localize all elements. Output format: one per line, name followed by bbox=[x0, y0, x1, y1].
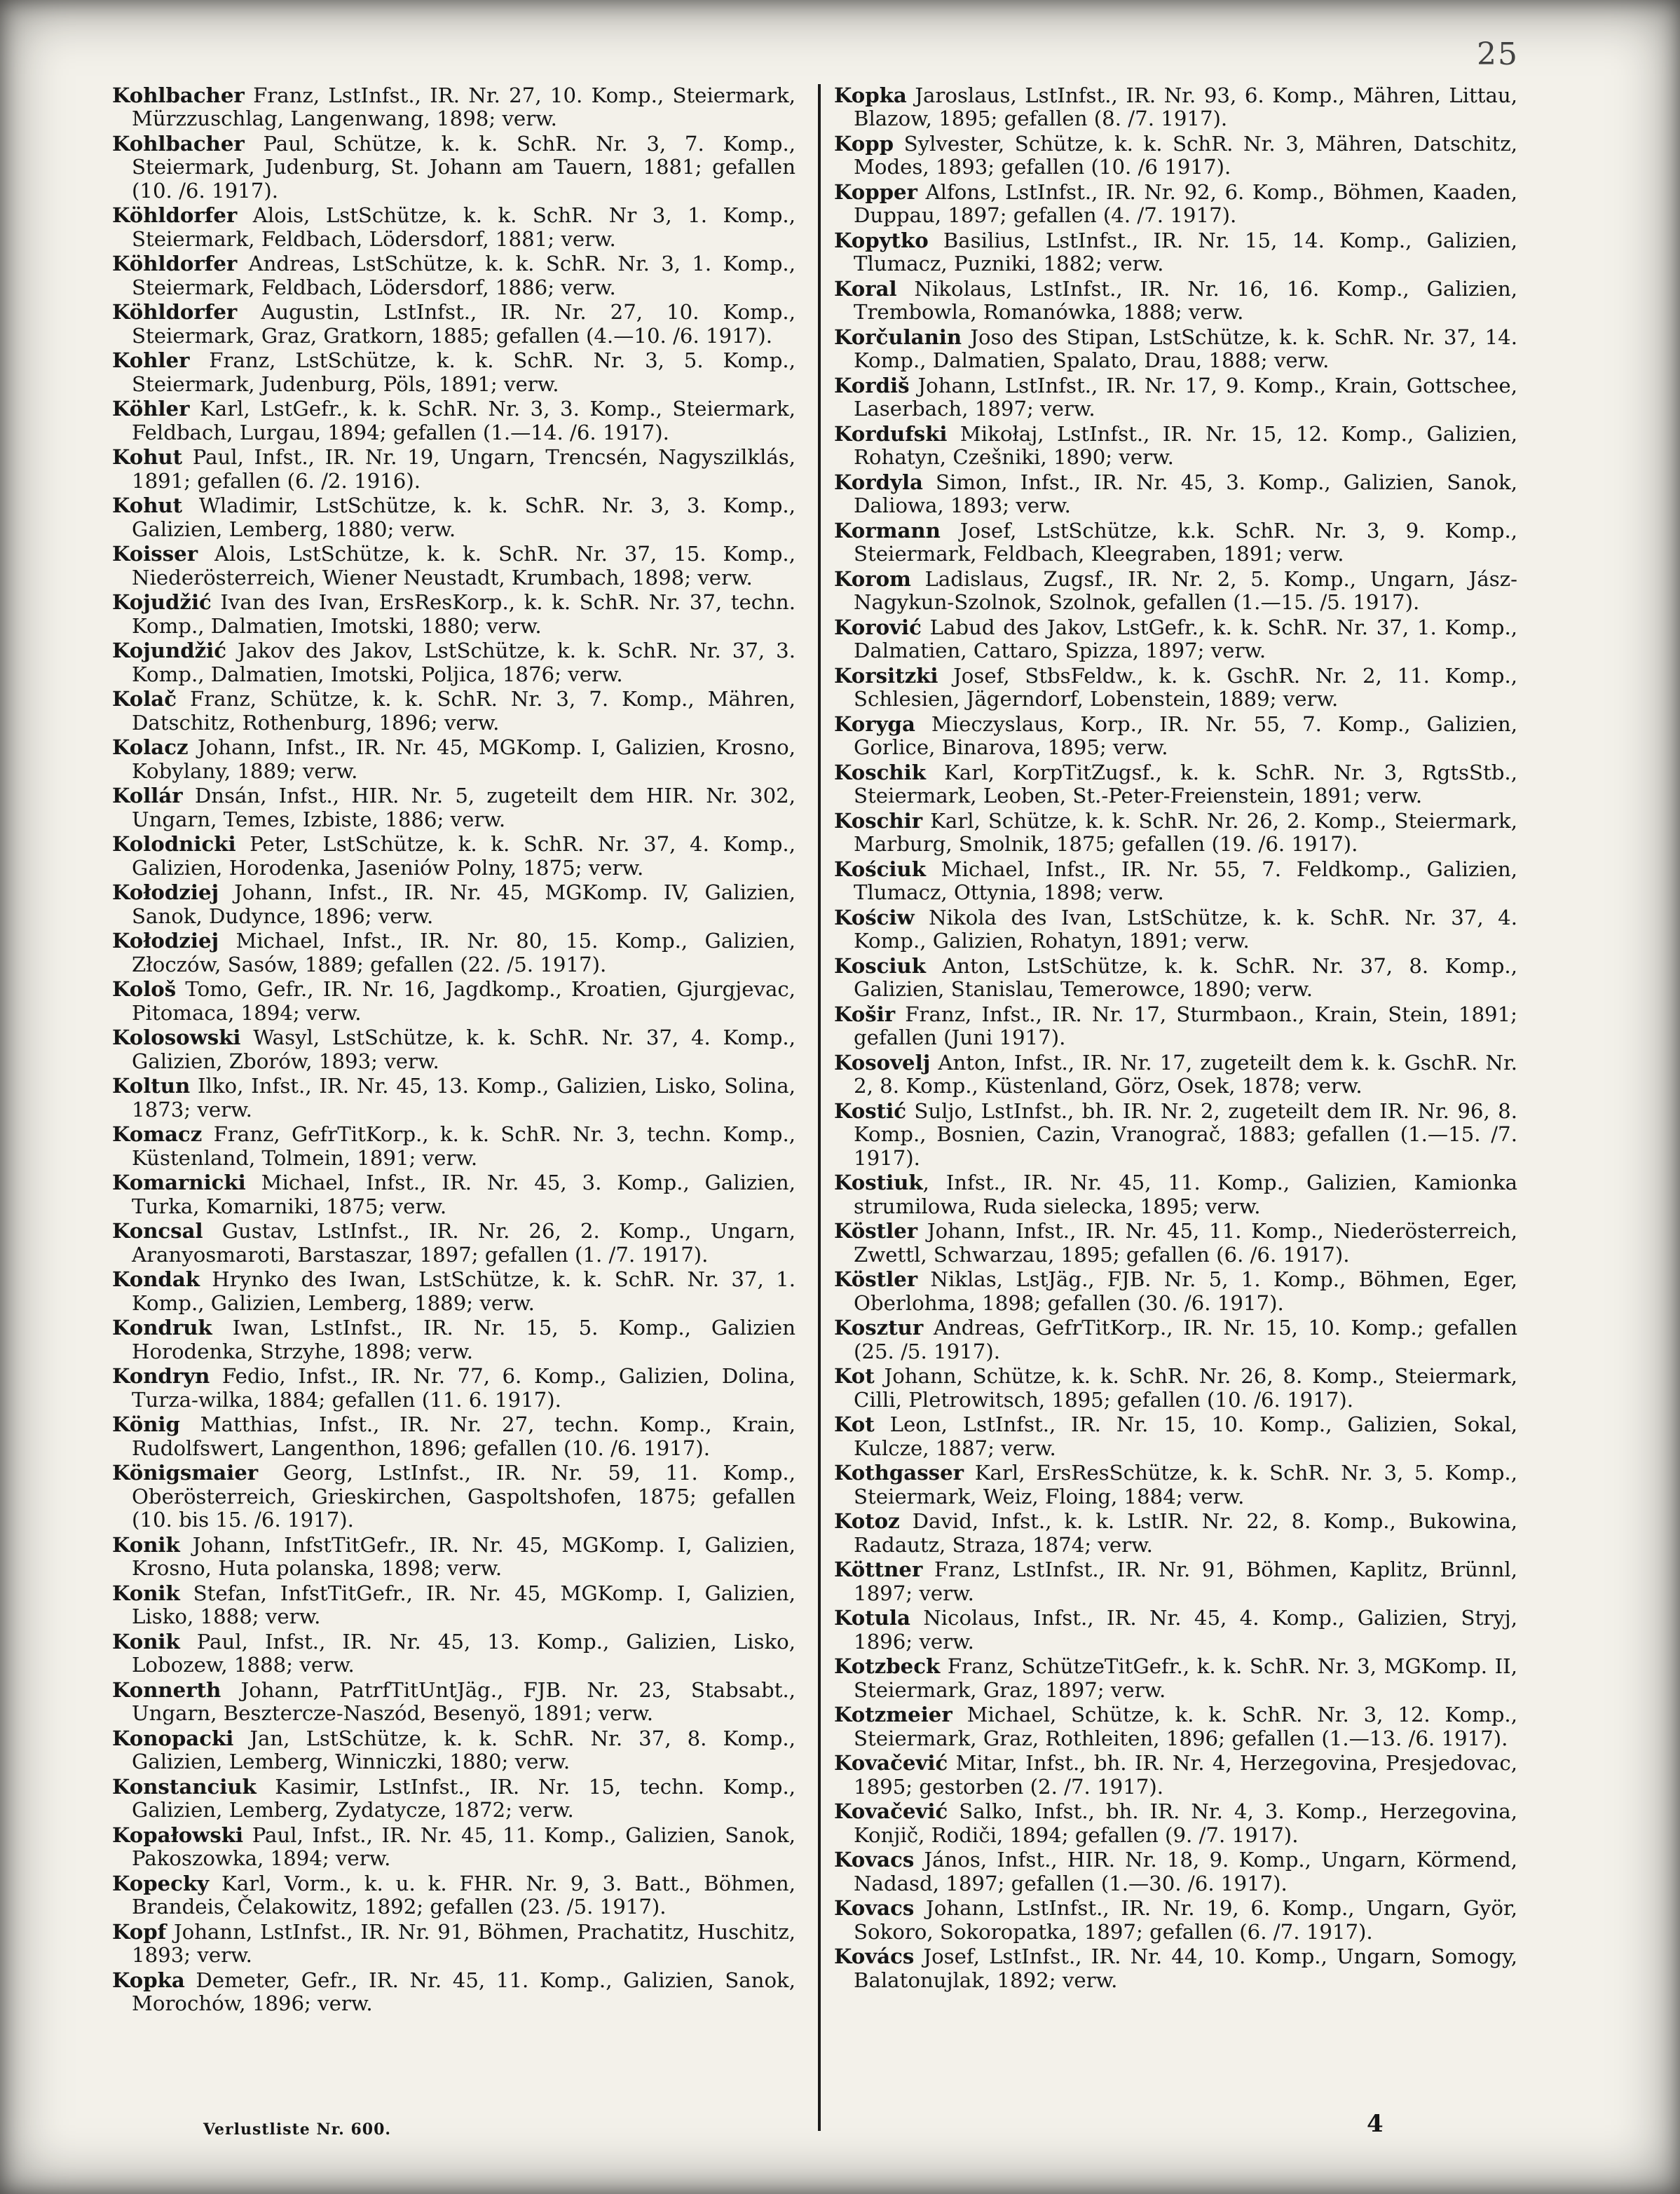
entry-surname: Kot bbox=[834, 1364, 875, 1389]
entry-surname: Konstanciuk bbox=[112, 1774, 257, 1799]
entry-details: Jan, LstSchütze, k. k. SchR. Nr. 37, 8. Komp., Galizien, Lemberg, Winniczki, 1880; verw. bbox=[132, 1726, 795, 1774]
entry-surname: Kopka bbox=[112, 1968, 185, 1992]
entry-surname: Köttner bbox=[834, 1558, 923, 1582]
entry-details: Wladimir, LstSchütze, k. k. SchR. Nr. 3, 3. Komp., Galizien, Lemberg, 1880; verw. bbox=[132, 493, 795, 541]
entry-details: Johann, InfstTitGefr., IR. Nr. 45, MGKomp. I, Galizien, Krosno, Huta polanska, 1898; verw. bbox=[132, 1532, 795, 1581]
entry-surname: Kovacs bbox=[834, 1896, 915, 1921]
entry-surname: Kosztur bbox=[834, 1316, 924, 1340]
entry-surname: Kormann bbox=[834, 519, 941, 543]
entry-details: Simon, Infst., IR. Nr. 45, 3. Komp., Galizien, Sanok, Daliowa, 1893; verw. bbox=[854, 470, 1517, 518]
entry-surname: Konnerth bbox=[112, 1677, 221, 1702]
casualty-entry bbox=[112, 784, 795, 831]
entry-surname: Kolač bbox=[112, 687, 177, 711]
casualty-entry bbox=[834, 181, 1517, 228]
casualty-entry bbox=[834, 1607, 1517, 1654]
entry-details: David, Infst., k. k. LstIR. Nr. 22, 8. Komp., Bukowina, Radautz, Straza, 1874; verw. bbox=[854, 1509, 1517, 1557]
casualty-entry bbox=[112, 929, 795, 976]
casualty-entry bbox=[834, 423, 1517, 470]
casualty-entry bbox=[112, 1171, 795, 1218]
entry-details: Dnsán, Infst., HIR. Nr. 5, zugeteilt dem HIR. Nr. 302, Ungarn, Temes, Izbiste, 1886; verw. bbox=[132, 784, 795, 831]
entry-details: Andreas, GefrTitKorp., IR. Nr. 15, 10. Komp.; gefallen (25. /5. 1917). bbox=[854, 1316, 1517, 1363]
entry-surname: Kondak bbox=[112, 1267, 200, 1292]
entry-surname: Kolacz bbox=[112, 735, 189, 760]
entry-surname: Kostić bbox=[834, 1099, 906, 1123]
entry-surname: Koral bbox=[834, 277, 897, 301]
entry-surname: Kotzmeier bbox=[834, 1703, 952, 1727]
casualty-entry bbox=[834, 1752, 1517, 1799]
entry-details: Ilko, Infst., IR. Nr. 45, 13. Komp., Galizien, Lisko, Solina, 1873; verw. bbox=[132, 1074, 795, 1122]
entry-details: Michael, Schütze, k. k. SchR. Nr. 3, 12. Komp., Steiermark, Graz, Rothleiten, 1896; gefallen (1.—13. /6. 1917). bbox=[854, 1703, 1517, 1750]
entry-surname: Kopf bbox=[112, 1919, 167, 1944]
entry-details: Johann, PatrfTitUntJäg., FJB. Nr. 23, Stabsabt., Ungarn, Besztercze-Naszód, Besenyö, 1891; verw. bbox=[132, 1677, 795, 1726]
entry-details: Johann, LstInfst., IR. Nr. 91, Böhmen, Prachatitz, Huschitz, 1893; verw. bbox=[132, 1919, 795, 1968]
entry-details: Anton, LstSchütze, k. k. SchR. Nr. 37, 8. Komp., Galizien, Stanislau, Temerowce, 1890; verw. bbox=[854, 954, 1517, 1002]
casualty-entry bbox=[112, 1824, 795, 1871]
entry-details: Franz, LstSchütze, k. k. SchR. Nr. 3, 5. Komp., Steiermark, Judenburg, Pöls, 1891; verw. bbox=[132, 348, 795, 396]
entry-surname: Kovacs bbox=[834, 1848, 915, 1872]
casualty-entry bbox=[112, 349, 795, 396]
entry-details: Johann, LstInfst., IR. Nr. 17, 9. Komp., Krain, Gottschee, Laserbach, 1897; verw. bbox=[854, 374, 1517, 421]
casualty-entry bbox=[834, 278, 1517, 325]
entry-surname: Kohlbacher bbox=[112, 132, 245, 156]
entry-surname: Kotzbeck bbox=[834, 1654, 941, 1679]
entry-details: Johann, Infst., IR. Nr. 45, MGKomp. IV, Galizien, Sanok, Dudynce, 1896; verw. bbox=[132, 880, 795, 928]
casualty-entry bbox=[834, 1848, 1517, 1895]
casualty-entry bbox=[834, 1510, 1517, 1557]
casualty-entry bbox=[834, 471, 1517, 518]
entry-details: Andreas, LstSchütze, k. k. SchR. Nr. 3, 1. Komp., Steiermark, Feldbach, Lödersdorf, 1886; verw. bbox=[132, 252, 795, 299]
casualty-entry bbox=[834, 761, 1517, 808]
entry-surname: Korsitzki bbox=[834, 664, 938, 688]
entry-surname: Kološ bbox=[112, 977, 177, 1002]
entry-surname: Kordufski bbox=[834, 422, 948, 446]
entry-surname: Kopka bbox=[834, 83, 907, 107]
casualty-entry bbox=[112, 1582, 795, 1629]
casualty-entry bbox=[834, 1945, 1517, 1992]
entry-surname: Korčulanin bbox=[834, 325, 962, 349]
casualty-entry bbox=[112, 978, 795, 1025]
casualty-entry bbox=[834, 1220, 1517, 1267]
entry-surname: Koltun bbox=[112, 1074, 191, 1098]
entry-surname: Kollár bbox=[112, 784, 183, 808]
entry-surname: Kovács bbox=[834, 1944, 915, 1969]
casualty-entry bbox=[834, 858, 1517, 905]
entry-surname: Kościw bbox=[834, 906, 915, 929]
casualty-entry bbox=[834, 568, 1517, 615]
casualty-entry bbox=[112, 1026, 795, 1073]
casualty-entry bbox=[112, 1872, 795, 1919]
entry-details: Karl, LstGefr., k. k. SchR. Nr. 3, 3. Komp., Steiermark, Feldbach, Lurgau, 1894; gefallen (1.—14. /6. 1917). bbox=[132, 397, 795, 444]
entry-details: Josef, LstInfst., IR. Nr. 44, 10. Komp., Ungarn, Somogy, Balatonujlak, 1892; verw. bbox=[854, 1944, 1517, 1992]
entry-details: Salko, Infst., bh. IR. Nr. 4, 3. Komp., Herzegovina, Konjič, Rodiči, 1894; gefallen (9. /7. 1917). bbox=[854, 1799, 1517, 1847]
casualty-entry bbox=[834, 1268, 1517, 1315]
casualty-entry bbox=[112, 1969, 795, 2016]
entry-surname: Kovačević bbox=[834, 1799, 948, 1824]
entry-details: Karl, KorpTitZugsf., k. k. SchR. Nr. 3, RgtsStb., Steiermark, Leoben, St.-Peter-Freienstein, 1891; verw. bbox=[854, 761, 1517, 808]
entry-surname: Kordiš bbox=[834, 374, 910, 397]
right-column bbox=[834, 84, 1517, 1994]
entry-details: Basilius, LstInfst., IR. Nr. 15, 14. Komp., Galizien, Tlumacz, Puzniki, 1882; verw. bbox=[854, 229, 1517, 276]
entry-details: Franz, SchützeTitGefr., k. k. SchR. Nr. 3, MGKomp. II, Steiermark, Graz, 1897; verw. bbox=[854, 1654, 1517, 1702]
entry-details: Fedio, Infst., IR. Nr. 77, 6. Komp., Galizien, Dolina, Turza-wilka, 1884; gefallen (11. 6. 1917). bbox=[132, 1364, 795, 1412]
entry-details: Nikola des Ivan, LstSchütze, k. k. SchR. Nr. 37, 4. Komp., Galizien, Rohatyn, 1891; verw. bbox=[854, 906, 1517, 953]
entry-surname: Kościuk bbox=[834, 857, 926, 881]
entry-details: Michael, Infst., IR. Nr. 45, 3. Komp., Galizien, Turka, Komarniki, 1875; verw. bbox=[132, 1171, 795, 1218]
entry-surname: Kopper bbox=[834, 180, 917, 204]
entry-surname: Kothgasser bbox=[834, 1461, 964, 1485]
casualty-entry bbox=[112, 881, 795, 928]
entry-surname: Köhldorfer bbox=[112, 203, 238, 228]
entry-surname: Komarnicki bbox=[112, 1171, 246, 1195]
casualty-entry bbox=[834, 1365, 1517, 1412]
casualty-entry bbox=[834, 1461, 1517, 1508]
entry-surname: Köhldorfer bbox=[112, 300, 238, 325]
casualty-entry bbox=[112, 1921, 795, 1968]
entry-surname: Kondryn bbox=[112, 1364, 210, 1389]
entry-details: Stefan, InfstTitGefr., IR. Nr. 45, MGKomp. I, Galizien, Lisko, 1888; verw. bbox=[132, 1581, 795, 1629]
entry-details: Michael, Infst., IR. Nr. 55, 7. Feldkomp., Galizien, Tlumacz, Ottynia, 1898; verw. bbox=[854, 857, 1517, 905]
casualty-entry bbox=[834, 616, 1517, 663]
entry-details: Johann, Schütze, k. k. SchR. Nr. 26, 8. Komp., Steiermark, Cilli, Pletrowitsch, 1895; gefallen (10. /6. 1917). bbox=[854, 1364, 1517, 1412]
entry-details: Niklas, LstJäg., FJB. Nr. 5, 1. Komp., Böhmen, Eger, Oberlohma, 1898; gefallen (30. /6. 1917). bbox=[854, 1267, 1517, 1315]
casualty-entry bbox=[834, 1800, 1517, 1847]
entry-details: Johann, Infst., IR. Nr. 45, 11. Komp., Niederösterreich, Zwettl, Schwarzau, 1895; gefallen (6. /6. 1917). bbox=[854, 1219, 1517, 1267]
entry-surname: Kohlbacher bbox=[112, 83, 245, 107]
entry-details: Mieczyslaus, Korp., IR. Nr. 55, 7. Komp., Galizien, Gorlice, Binarova, 1895; verw. bbox=[854, 712, 1517, 760]
entry-details: Franz, GefrTitKorp., k. k. SchR. Nr. 3, techn. Komp., Küstenland, Tolmein, 1891; verw. bbox=[132, 1122, 795, 1170]
column-divider bbox=[818, 84, 821, 2131]
entry-details: Suljo, LstInfst., bh. IR. Nr. 2, zugeteilt dem IR. Nr. 96, 8. Komp., Bosnien, Cazin, Vranograč, 1883; gefallen (1.—15. /7. 1917). bbox=[854, 1099, 1517, 1170]
entry-details: Anton, Infst., IR. Nr. 17, zugeteilt dem k. k. GschR. Nr. 2, 8. Komp., Küstenland, Görz, Osek, 1878; verw. bbox=[854, 1051, 1517, 1098]
page-number: 25 bbox=[1477, 36, 1519, 72]
entry-details: Leon, LstInfst., IR. Nr. 15, 10. Komp., Galizien, Sokal, Kulcze, 1887; verw. bbox=[854, 1412, 1517, 1460]
entry-surname: Köstler bbox=[834, 1219, 918, 1244]
entry-details: Kasimir, LstInfst., IR. Nr. 15, techn. Komp., Galizien, Lemberg, Zydatycze, 1872; verw. bbox=[132, 1774, 795, 1822]
entry-details: Joso des Stipan, LstSchütze, k. k. SchR. Nr. 37, 14. Komp., Dalmatien, Spalato, Drau, 1888; verw. bbox=[854, 325, 1517, 373]
casualty-entry bbox=[112, 736, 795, 783]
footer-publication-title: Verlustliste Nr. 600. bbox=[203, 2120, 392, 2139]
casualty-entry bbox=[834, 1003, 1517, 1050]
entry-details: Josef, LstSchütze, k.k. SchR. Nr. 3, 9. Komp., Steiermark, Feldbach, Kleegraben, 1891; verw. bbox=[854, 519, 1517, 566]
entry-details: Alois, LstSchütze, k. k. SchR. Nr. 37, 15. Komp., Niederösterreich, Wiener Neustadt, Krumbach, 1898; verw. bbox=[132, 542, 795, 590]
entry-details: Karl, Vorm., k. u. k. FHR. Nr. 9, 3. Batt., Böhmen, Brandeis, Čelakowitz, 1892; gefallen (23. /5. 1917). bbox=[132, 1871, 795, 1919]
casualty-entry bbox=[834, 906, 1517, 953]
entry-surname: Kotula bbox=[834, 1606, 910, 1630]
casualty-entry bbox=[112, 1461, 795, 1532]
entry-surname: Kolosowski bbox=[112, 1026, 241, 1050]
casualty-entry bbox=[112, 252, 795, 299]
casualty-entry bbox=[112, 1268, 795, 1315]
entry-details: Georg, LstInfst., IR. Nr. 59, 11. Komp., Oberösterreich, Grieskirchen, Gaspoltshofen, 1875; gefallen (10. bis 15. /6. 1917). bbox=[132, 1461, 795, 1532]
casualty-entry bbox=[112, 397, 795, 444]
entry-details: Hrynko des Iwan, LstSchütze, k. k. SchR. Nr. 37, 1. Komp., Galizien, Lemberg, 1889; verw. bbox=[132, 1267, 795, 1315]
casualty-entry bbox=[112, 543, 795, 590]
entry-surname: Kohut bbox=[112, 445, 183, 470]
entry-details: Sylvester, Schütze, k. k. SchR. Nr. 3, Mähren, Datschitz, Modes, 1893; gefallen (10. /6 1917). bbox=[854, 132, 1517, 179]
entry-surname: Košir bbox=[834, 1002, 896, 1026]
entry-surname: Kostiuk bbox=[834, 1171, 923, 1195]
entry-details: Gustav, LstInfst., IR. Nr. 26, 2. Komp., Ungarn, Aranyosmaroti, Barstaszar, 1897; gefallen (1. /7. 1917). bbox=[132, 1219, 795, 1267]
entry-surname: Kotoz bbox=[834, 1509, 900, 1534]
casualty-entry bbox=[834, 1703, 1517, 1750]
entry-details: Matthias, Infst., IR. Nr. 27, techn. Komp., Krain, Rudolfswert, Langenthon, 1896; gefallen (10. /6. 1917). bbox=[132, 1412, 795, 1460]
entry-details: Karl, Schütze, k. k. SchR. Nr. 26, 2. Komp., Steiermark, Marburg, Smolnik, 1875; gefallen (19. /6. 1917). bbox=[854, 809, 1517, 857]
entry-surname: Koschir bbox=[834, 809, 923, 833]
entry-surname: Kosovelj bbox=[834, 1051, 931, 1075]
casualty-entry bbox=[834, 229, 1517, 276]
entry-details: Nicolaus, Infst., IR. Nr. 45, 4. Komp., Galizien, Stryj, 1896; verw. bbox=[854, 1606, 1517, 1654]
entry-surname: Kolodnicki bbox=[112, 832, 236, 857]
entry-surname: König bbox=[112, 1412, 180, 1437]
casualty-entry bbox=[112, 1776, 795, 1822]
casualty-entry bbox=[834, 1558, 1517, 1605]
casualty-entry bbox=[112, 84, 795, 131]
casualty-entry bbox=[112, 1365, 795, 1412]
entry-details: Johann, LstInfst., IR. Nr. 19, 6. Komp., Ungarn, Györ, Sokoro, Sokoropatka, 1897; gefallen (6. /7. 1917). bbox=[854, 1896, 1517, 1944]
entry-details: Michael, Infst., IR. Nr. 80, 15. Komp., Galizien, Złoczów, Sasów, 1889; gefallen (22. /5. 1917). bbox=[132, 929, 795, 976]
entry-surname: Koisser bbox=[112, 542, 198, 566]
casualty-entry bbox=[112, 1413, 795, 1460]
entry-surname: Komacz bbox=[112, 1122, 203, 1147]
entry-surname: Kohut bbox=[112, 493, 183, 518]
entry-surname: Kondruk bbox=[112, 1316, 212, 1340]
entry-details: Alfons, LstInfst., IR. Nr. 92, 6. Komp., Böhmen, Kaaden, Duppau, 1897; gefallen (4. /7. 1917). bbox=[854, 180, 1517, 228]
entry-details: Paul, Infst., IR. Nr. 19, Ungarn, Trencsén, Nagyszilklás, 1891; gefallen (6. /2. 1916). bbox=[132, 445, 795, 493]
entry-details: Paul, Schütze, k. k. SchR. Nr. 3, 7. Komp., Steiermark, Judenburg, St. Johann am Tauern, 1881; gefallen (10. /6. 1917). bbox=[132, 132, 795, 203]
entry-details: Wasyl, LstSchütze, k. k. SchR. Nr. 37, 4. Komp., Galizien, Zborów, 1893; verw. bbox=[132, 1026, 795, 1073]
entry-details: Ivan des Ivan, ErsResKorp., k. k. SchR. Nr. 37, techn. Komp., Dalmatien, Imotski, 1880; verw. bbox=[132, 590, 795, 638]
entry-surname: Koryga bbox=[834, 712, 915, 736]
casualty-entry bbox=[834, 665, 1517, 711]
entry-surname: Kopytko bbox=[834, 229, 929, 252]
entry-surname: Korom bbox=[834, 567, 911, 591]
entry-details: , Infst., IR. Nr. 45, 11. Komp., Galizien, Kamionka strumilowa, Ruda sielecka, 1895; verw. bbox=[854, 1171, 1517, 1218]
footer-signature-mark: 4 bbox=[1367, 2110, 1384, 2138]
entry-surname: Kojudžić bbox=[112, 590, 212, 615]
casualty-entry bbox=[112, 1534, 795, 1581]
entry-surname: Köhldorfer bbox=[112, 252, 238, 276]
casualty-entry bbox=[112, 639, 795, 686]
casualty-entry bbox=[834, 1655, 1517, 1702]
casualty-entry bbox=[834, 810, 1517, 857]
entry-details: Josef, StbsFeldw., k. k. GschR. Nr. 2, 11. Komp., Schlesien, Jägerndorf, Lobenstein, 1889; verw. bbox=[854, 664, 1517, 711]
casualty-entry bbox=[112, 1679, 795, 1726]
entry-details: Karl, ErsResSchütze, k. k. SchR. Nr. 3, 5. Komp., Steiermark, Weiz, Floing, 1884; verw. bbox=[854, 1461, 1517, 1508]
entry-details: Augustin, LstInfst., IR. Nr. 27, 10. Komp., Steiermark, Graz, Gratkorn, 1885; gefallen (4.—10. /6. 1917). bbox=[132, 300, 795, 348]
entry-surname: Kovačević bbox=[834, 1751, 948, 1776]
entry-details: Franz, Schütze, k. k. SchR. Nr. 3, 7. Komp., Mähren, Datschitz, Rothenburg, 1896; verw. bbox=[132, 687, 795, 735]
entry-details: János, Infst., HIR. Nr. 18, 9. Komp., Ungarn, Körmend, Nadasd, 1897; gefallen (1.—30. /6. 1917). bbox=[854, 1848, 1517, 1895]
entry-details: Nikolaus, LstInfst., IR. Nr. 16, 16. Komp., Galizien, Trembowla, Romanówka, 1888; verw. bbox=[854, 277, 1517, 325]
casualty-entry bbox=[112, 132, 795, 203]
entry-details: Franz, Infst., IR. Nr. 17, Sturmbaon., Krain, Stein, 1891; gefallen (Juni 1917). bbox=[854, 1002, 1517, 1050]
casualty-entry bbox=[834, 1171, 1517, 1218]
entry-details: Mitar, Infst., bh. IR. Nr. 4, Herzegovina, Presjedovac, 1895; gestorben (2. /7. 1917). bbox=[854, 1751, 1517, 1799]
entry-details: Peter, LstSchütze, k. k. SchR. Nr. 37, 4. Komp., Galizien, Horodenka, Jaseniów Polny, 1875; verw. bbox=[132, 832, 795, 880]
entry-surname: Konik bbox=[112, 1532, 180, 1557]
entry-details: Franz, LstInfst., IR. Nr. 27, 10. Komp., Steiermark, Mürzzuschlag, Langenwang, 1898; verw. bbox=[132, 83, 795, 131]
entry-details: Labud des Jakov, LstGefr., k. k. SchR. Nr. 37, 1. Komp., Dalmatien, Cattaro, Spizza, 1897; verw. bbox=[854, 615, 1517, 663]
entry-surname: Korović bbox=[834, 615, 922, 639]
casualty-entry bbox=[834, 1897, 1517, 1944]
entry-surname: Kosciuk bbox=[834, 954, 926, 978]
entry-surname: Koschik bbox=[834, 761, 926, 784]
casualty-entry bbox=[834, 326, 1517, 373]
entry-surname: Konopacki bbox=[112, 1726, 234, 1750]
entry-surname: Kopałowski bbox=[112, 1822, 244, 1847]
entry-surname: Kojundžić bbox=[112, 639, 227, 663]
casualty-entry bbox=[112, 1075, 795, 1122]
casualty-entry bbox=[112, 1316, 795, 1363]
casualty-entry bbox=[834, 1051, 1517, 1098]
casualty-entry bbox=[112, 1220, 795, 1267]
entry-details: Paul, Infst., IR. Nr. 45, 13. Komp., Galizien, Lisko, Lobozew, 1888; verw. bbox=[132, 1629, 795, 1677]
entry-surname: Kołodziej bbox=[112, 929, 219, 953]
casualty-entry bbox=[834, 132, 1517, 179]
entry-surname: Koncsal bbox=[112, 1219, 203, 1244]
casualty-entry bbox=[112, 591, 795, 638]
entry-surname: Kopp bbox=[834, 132, 894, 156]
entry-surname: Königsmaier bbox=[112, 1461, 259, 1485]
casualty-entry bbox=[834, 713, 1517, 760]
casualty-entry bbox=[834, 1100, 1517, 1170]
entry-details: Mikołaj, LstInfst., IR. Nr. 15, 12. Komp., Galizien, Rohatyn, Czešniki, 1890; verw. bbox=[854, 422, 1517, 470]
entry-details: Iwan, LstInfst., IR. Nr. 15, 5. Komp., Galizien Horodenka, Strzyhe, 1898; verw. bbox=[132, 1316, 795, 1363]
casualty-entry bbox=[834, 519, 1517, 566]
entry-surname: Köstler bbox=[834, 1267, 918, 1292]
entry-surname: Kołodziej bbox=[112, 880, 219, 905]
entry-details: Alois, LstSchütze, k. k. SchR. Nr 3, 1. Komp., Steiermark, Feldbach, Lödersdorf, 1881; verw. bbox=[132, 203, 795, 251]
casualty-entry bbox=[112, 1727, 795, 1774]
entry-surname: Kopecky bbox=[112, 1871, 210, 1895]
entry-details: Jaroslaus, LstInfst., IR. Nr. 93, 6. Komp., Mähren, Littau, Blazow, 1895; gefallen (8. /7. 1917). bbox=[854, 83, 1517, 131]
casualty-entry bbox=[112, 446, 795, 493]
casualty-entry bbox=[112, 833, 795, 880]
entry-details: Tomo, Gefr., IR. Nr. 16, Jagdkomp., Kroatien, Gjurgjevac, Pitomaca, 1894; verw. bbox=[132, 977, 795, 1025]
casualty-entry bbox=[112, 204, 795, 251]
entry-surname: Kordyla bbox=[834, 470, 923, 494]
entry-details: Paul, Infst., IR. Nr. 45, 11. Komp., Galizien, Sanok, Pakoszowka, 1894; verw. bbox=[132, 1822, 795, 1871]
entry-details: Jakov des Jakov, LstSchütze, k. k. SchR. Nr. 37, 3. Komp., Dalmatien, Imotski, Poljica, 1876; verw. bbox=[132, 639, 795, 686]
entry-surname: Kot bbox=[834, 1412, 875, 1437]
casualty-entry bbox=[834, 955, 1517, 1002]
casualty-entry bbox=[834, 374, 1517, 421]
casualty-entry bbox=[112, 1123, 795, 1170]
casualty-entry bbox=[834, 84, 1517, 131]
casualty-entry bbox=[112, 494, 795, 541]
casualty-entry bbox=[112, 1630, 795, 1677]
entry-details: Franz, LstInfst., IR. Nr. 91, Böhmen, Kaplitz, Brünnl, 1897; verw. bbox=[854, 1558, 1517, 1605]
left-column bbox=[112, 84, 795, 2017]
entry-surname: Kohler bbox=[112, 348, 190, 373]
entry-surname: Konik bbox=[112, 1629, 180, 1654]
entry-surname: Konik bbox=[112, 1581, 180, 1605]
casualty-entry bbox=[112, 688, 795, 735]
entry-surname: Köhler bbox=[112, 397, 190, 421]
casualty-entry bbox=[834, 1316, 1517, 1363]
casualty-entry bbox=[112, 301, 795, 348]
entry-details: Ladislaus, Zugsf., IR. Nr. 2, 5. Komp., Ungarn, Jász-Nagykun-Szolnok, Szolnok, gefallen (1.—15. /5. 1917). bbox=[854, 567, 1517, 615]
casualty-entry bbox=[834, 1413, 1517, 1460]
entry-details: Demeter, Gefr., IR. Nr. 45, 11. Komp., Galizien, Sanok, Morochów, 1896; verw. bbox=[132, 1968, 795, 2016]
entry-details: Johann, Infst., IR. Nr. 45, MGKomp. I, Galizien, Krosno, Kobylany, 1889; verw. bbox=[132, 735, 795, 783]
